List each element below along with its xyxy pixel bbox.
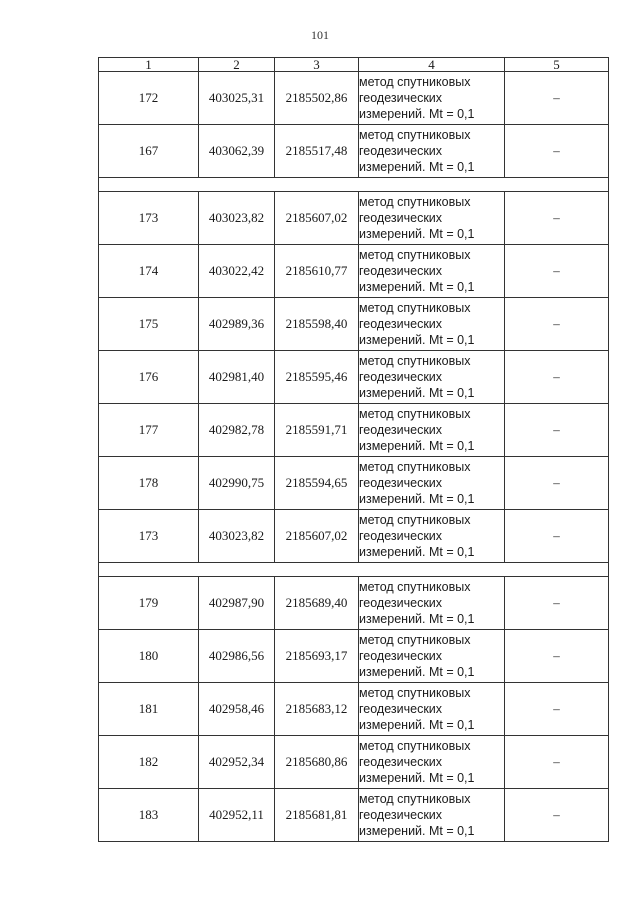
coordinate-y-cell: 2185607,02: [275, 510, 359, 563]
coordinate-y-cell: 2185607,02: [275, 192, 359, 245]
table-row: [99, 510, 609, 563]
coordinate-y-cell: 2185517,48: [275, 125, 359, 178]
table-row: [99, 351, 609, 404]
table-row: [99, 404, 609, 457]
column-header-1: 1: [99, 58, 199, 72]
point-number-cell: 167: [99, 125, 199, 178]
method-cell: метод спутниковых геодезических измерений. Mt = 0,1: [359, 789, 505, 842]
table-row: [99, 298, 609, 351]
note-cell: –: [505, 192, 609, 245]
note-cell: –: [505, 457, 609, 510]
point-number-cell: 181: [99, 683, 199, 736]
coordinate-y-cell: 2185689,40: [275, 577, 359, 630]
coordinate-x-cell: 402981,40: [199, 351, 275, 404]
coordinate-y-cell: 2185610,77: [275, 245, 359, 298]
group-separator-row: [99, 563, 609, 577]
coordinate-y-cell: 2185693,17: [275, 630, 359, 683]
note-cell: –: [505, 298, 609, 351]
method-cell: метод спутниковых геодезических измерений. Mt = 0,1: [359, 457, 505, 510]
coordinate-x-cell: 402987,90: [199, 577, 275, 630]
coordinate-y-cell: 2185502,86: [275, 72, 359, 125]
note-cell: –: [505, 683, 609, 736]
method-cell: метод спутниковых геодезических измерений. Mt = 0,1: [359, 510, 505, 563]
table-row: [99, 192, 609, 245]
coordinate-y-cell: 2185591,71: [275, 404, 359, 457]
method-cell: метод спутниковых геодезических измерений. Mt = 0,1: [359, 683, 505, 736]
point-number-cell: 177: [99, 404, 199, 457]
note-cell: –: [505, 404, 609, 457]
column-header-3: 3: [275, 58, 359, 72]
point-number-cell: 178: [99, 457, 199, 510]
coordinate-y-cell: 2185598,40: [275, 298, 359, 351]
method-cell: метод спутниковых геодезических измерений. Mt = 0,1: [359, 125, 505, 178]
point-number-cell: 173: [99, 510, 199, 563]
table-row: [99, 683, 609, 736]
method-cell: метод спутниковых геодезических измерений. Mt = 0,1: [359, 577, 505, 630]
point-number-cell: 174: [99, 245, 199, 298]
point-number-cell: 180: [99, 630, 199, 683]
column-header-4: 4: [359, 58, 505, 72]
method-cell: метод спутниковых геодезических измерений. Mt = 0,1: [359, 298, 505, 351]
group-separator-cell: [99, 563, 609, 577]
coordinate-x-cell: 402982,78: [199, 404, 275, 457]
coordinate-x-cell: 403025,31: [199, 72, 275, 125]
method-cell: метод спутниковых геодезических измерений. Mt = 0,1: [359, 736, 505, 789]
header-row: [99, 58, 609, 72]
note-cell: –: [505, 736, 609, 789]
point-number-cell: 173: [99, 192, 199, 245]
coordinate-y-cell: 2185683,12: [275, 683, 359, 736]
note-cell: –: [505, 72, 609, 125]
coordinate-x-cell: 403023,82: [199, 510, 275, 563]
column-header-5: 5: [505, 58, 609, 72]
page-number: 101: [311, 28, 329, 42]
coordinates-table: [98, 57, 609, 842]
coordinate-x-cell: 403062,39: [199, 125, 275, 178]
method-cell: метод спутниковых геодезических измерений. Mt = 0,1: [359, 192, 505, 245]
point-number-cell: 172: [99, 72, 199, 125]
table-row: [99, 72, 609, 125]
method-cell: метод спутниковых геодезических измерений. Mt = 0,1: [359, 351, 505, 404]
coordinate-x-cell: 402958,46: [199, 683, 275, 736]
table-row: [99, 630, 609, 683]
table-row: [99, 736, 609, 789]
note-cell: –: [505, 630, 609, 683]
table-row: [99, 125, 609, 178]
method-cell: метод спутниковых геодезических измерений. Mt = 0,1: [359, 630, 505, 683]
table-row: [99, 577, 609, 630]
point-number-cell: 182: [99, 736, 199, 789]
group-separator-row: [99, 178, 609, 192]
coordinate-x-cell: 402990,75: [199, 457, 275, 510]
table-row: [99, 457, 609, 510]
coordinate-y-cell: 2185595,46: [275, 351, 359, 404]
note-cell: –: [505, 789, 609, 842]
note-cell: –: [505, 577, 609, 630]
note-cell: –: [505, 510, 609, 563]
coordinate-y-cell: 2185680,86: [275, 736, 359, 789]
coordinate-y-cell: 2185681,81: [275, 789, 359, 842]
coordinate-x-cell: 402989,36: [199, 298, 275, 351]
method-cell: метод спутниковых геодезических измерений. Mt = 0,1: [359, 245, 505, 298]
group-separator-cell: [99, 178, 609, 192]
coordinate-x-cell: 402952,11: [199, 789, 275, 842]
table-row: [99, 245, 609, 298]
point-number-cell: 176: [99, 351, 199, 404]
coordinate-x-cell: 402952,34: [199, 736, 275, 789]
note-cell: –: [505, 245, 609, 298]
point-number-cell: 183: [99, 789, 199, 842]
point-number-cell: 179: [99, 577, 199, 630]
method-cell: метод спутниковых геодезических измерений. Mt = 0,1: [359, 72, 505, 125]
coordinate-x-cell: 403023,82: [199, 192, 275, 245]
method-cell: метод спутниковых геодезических измерений. Mt = 0,1: [359, 404, 505, 457]
note-cell: –: [505, 351, 609, 404]
coordinate-x-cell: 403022,42: [199, 245, 275, 298]
note-cell: –: [505, 125, 609, 178]
coordinate-y-cell: 2185594,65: [275, 457, 359, 510]
coordinate-x-cell: 402986,56: [199, 630, 275, 683]
table-body: [99, 72, 609, 842]
table-row: [99, 789, 609, 842]
point-number-cell: 175: [99, 298, 199, 351]
column-header-2: 2: [199, 58, 275, 72]
